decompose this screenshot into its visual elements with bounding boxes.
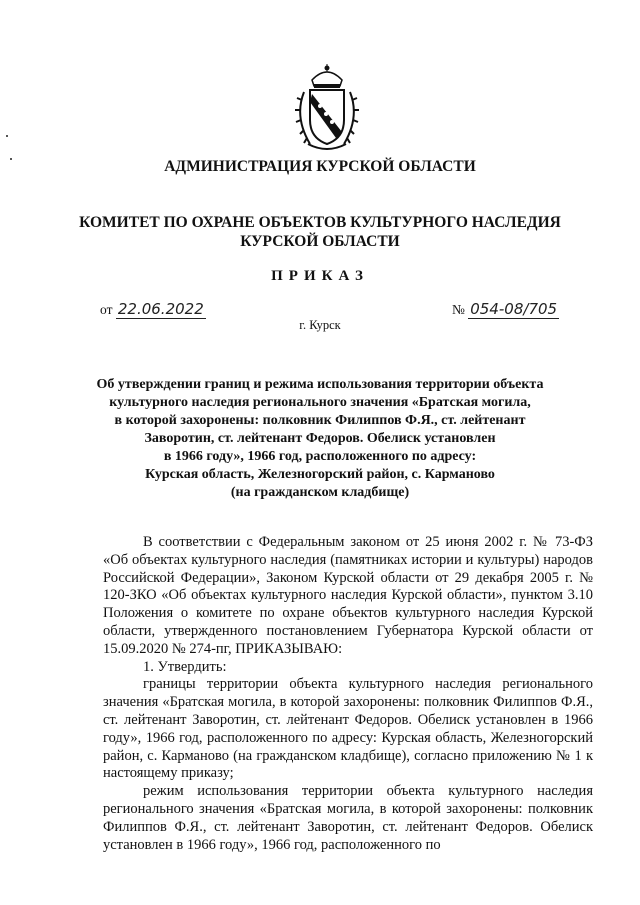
document-number [452,300,559,318]
committee-heading-line: КОМИТЕТ ПО ОХРАНЕ ОБЪЕКТОВ КУЛЬТУРНОГО НАСЛЕДИЯ [79,214,561,231]
order-title-line: культурного наследия регионального значения «Братская могила, [109,395,531,410]
coat-of-arms-icon [292,62,362,152]
order-title [90,376,550,502]
committee-heading [0,213,640,251]
preamble-paragraph: В соответствии с Федеральным законом от 25 июня 2002 г. № 73-ФЗ «Об объектах культурного наследия (памятниках истории и культуры) народов Российской Федерации», Законом Курской области от 29 декабря 2005 г. № 120-ЗКО «Об объектах культурного наследия Курской области», пунктом 3.10 Положения о комитете по охране объектов культурного наследия Курской области, утвержденного постановлением Губернатора Курской области от 15.09.2020 № 274-пг, ПРИКАЗЫВАЮ: [103,534,593,657]
number-value: 054-08/705 [470,300,558,318]
order-title-line: Курская область, Железногорский район, с. Карманово [145,467,495,482]
order-title-line: в 1966 году», 1966 год, расположенного по адресу: [163,449,477,464]
number-prefix: № [452,302,465,317]
order-title-line: в которой захоронены: полковник Филиппов Ф.Я., ст. лейтенант [114,413,526,428]
date-value: 22.06.2022 [117,300,204,318]
boundaries-paragraph: границы территории объекта культурного наследия регионального значения «Братская могила, в которой захоронены: полковник Филиппов Ф.Я., ст. лейтенант Заворотин, ст. лейтенант Федоров. Обелиск установлен в 1966 году», 1966 год, расположенного по адресу: Курская область, Железногорский район, с. Карманово (на гражданском кладбище), согласно приложению № 1 к настоящему приказу; [103,676,593,782]
order-title-line: (на гражданском кладбище) [230,485,410,500]
order-item: 1. Утвердить: [143,658,227,675]
scan-speck [6,135,8,137]
document-date [100,300,206,318]
order-title-line: Об утверждении границ и режима использования территории объекта [96,377,544,392]
city-label: г. Курск [299,318,341,332]
order-title-line: Заворотин, ст. лейтенант Федоров. Обелиск установлен [144,431,496,446]
document-type-heading: ПРИКАЗ [271,268,369,284]
date-prefix: от [100,302,113,317]
administration-heading: АДМИНИСТРАЦИЯ КУРСКОЙ ОБЛАСТИ [164,158,476,175]
order-body [103,534,593,854]
committee-heading-line: КУРСКОЙ ОБЛАСТИ [240,233,400,250]
usage-regime-paragraph: режим использования территории объекта культурного наследия регионального значения «Братская могила, в которой захоронены: полковник Филиппов Ф.Я., ст. лейтенант Заворотин, ст. лейтенант Федоров. Обелиск установлен в 1966 году», 1966 год, расположенного по [103,783,593,853]
